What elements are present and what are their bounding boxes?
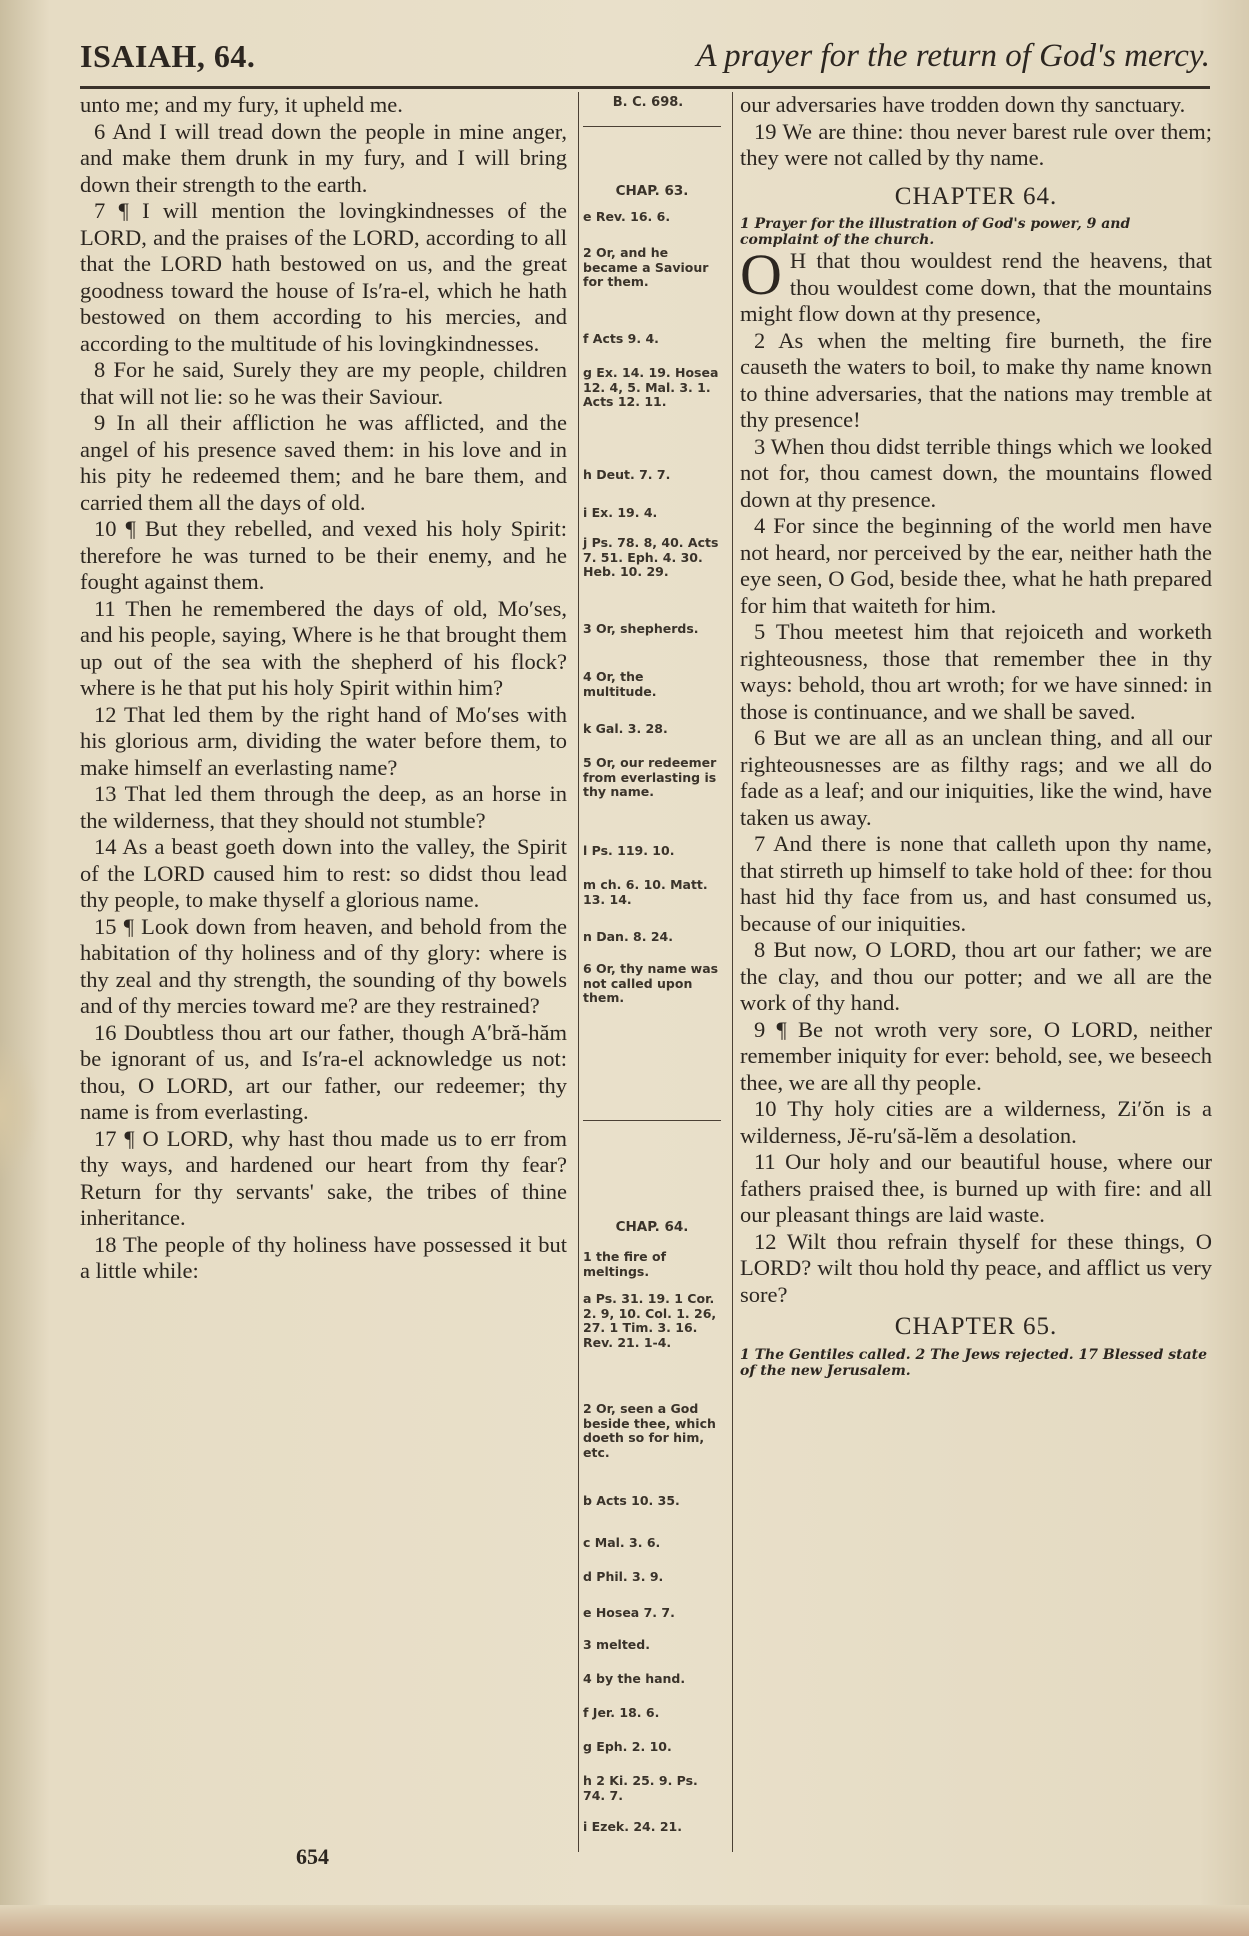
margin-note: c Mal. 3. 6. [583, 1535, 661, 1550]
margin-note: f Jer. 18. 6. [583, 1705, 660, 1720]
verse-text: 11 Then he remembered the days of old, Mo′ses, and his people, saying, Where is he that brought them up out of the sea with the shepherd of his flock? where is he that put his holy Spirit within him? [80, 595, 567, 700]
verse-text: 6 But we are all as an unclean thing, and all our righteousnesses are as filthy rags; and we all do fade as a leaf; and our iniquities, like the wind, have taken us away. [740, 725, 1212, 830]
margin-note: n Dan. 8. 24. [583, 929, 674, 944]
verse-text: 5 Thou meetest him that rejoiceth and worketh righteousness, those that remember thee in thy ways: behold, thou art wroth; for we have sinned: in those is continuance, and we shall be saved. [740, 619, 1212, 724]
margin-rule [583, 126, 721, 127]
first-verse [740, 242, 1212, 328]
margin-rule [583, 1120, 721, 1121]
first-verse-text: H that thou wouldest rend the heavens, that thou wouldest come down, that the mountains might flow down at thy presence, [740, 248, 1212, 326]
verse-text: 12 Wilt thou refrain thyself for these things, O LORD? wilt thou hold thy peace, and afflict us very sore? [740, 1228, 1212, 1307]
margin-note: g Eph. 2. 10. [583, 1739, 672, 1754]
margin-note: j Ps. 78. 8, 40. Acts 7. 51. Eph. 4. 30. Heb. 10. 29. [583, 535, 719, 579]
verse-text: 11 Our holy and our beautiful house, where our fathers praised thee, is burned up with fire: and all our pleasant things are laid waste. [740, 1149, 1212, 1227]
column-divider-right [732, 92, 733, 1852]
verse-text: 6 And I will tread down the people in mine anger, and make them drunk in my fury, and I will bring down their strength to the earth. [80, 118, 567, 197]
chapter-summary: 1 The Gentiles called. 2 The Jews rejected. 17 Blessed state of the new Jerusalem. [740, 1346, 1208, 1379]
margin-note: h 2 Ki. 25. 9. Ps. 74. 7. [583, 1773, 698, 1803]
margin-note: 6 Or, thy name was not called upon them. [583, 961, 719, 1005]
margin-era: B. C. 698. [612, 95, 684, 110]
verse-text: 12 That led them by the right hand of Mo′ses with his glorious arm, dividing the water before them, to make himself an everlasting name? [80, 701, 567, 780]
verse-text: 4 For since the beginning of the world men have not heard, nor perceived by the ear, neither hath the eye seen, O God, beside thee, what he hath prepared for him that waiteth for him. [740, 513, 1212, 618]
page-stain [0, 1040, 40, 1180]
margin-note: d Phil. 3. 9. [583, 1569, 664, 1584]
margin-note: f Acts 9. 4. [583, 331, 659, 346]
margin-note: l Ps. 119. 10. [583, 843, 675, 858]
page-number: 654 [296, 1844, 329, 1869]
margin-note: 5 Or, our redeemer from everlasting is thy name. [583, 755, 717, 799]
verse-text: 18 The people of thy holiness have possessed it but a little while: [80, 1231, 567, 1283]
verse-text: our adversaries have trodden down thy sanctuary. [740, 92, 1186, 117]
verse-text: 3 When thou didst terrible things which we looked not for, thou camest down, the mountains flowed down at thy presence. [740, 433, 1212, 512]
page-edge [0, 1905, 1249, 1936]
margin-note: h Deut. 7. 7. [583, 467, 671, 482]
verse-text: 7 And there is none that calleth upon thy name, that stirreth up himself to take hold of thee: for thou hast hid thy face from us, and hast consumed us, because of our iniquities. [740, 831, 1212, 936]
verse-text: 17 ¶ O LORD, why hast thou made us to err from thy ways, and hardened our heart from thy fear? Return for thy servants' sake, the tribes of thine inheritance. [80, 1125, 567, 1230]
margin-note: 4 by the hand. [583, 1671, 686, 1686]
verse-text: 16 Doubtless thou art our father, though A′bră-hăm be ignorant of us, and Is′ra-el acknowledge us not: thou, O LORD, art our father, our redeemer; thy name is from everlasting. [80, 1019, 567, 1124]
margin-chapter-label: CHAP. 63. [615, 183, 689, 199]
chapter-heading: CHAPTER 65. [894, 1313, 1058, 1340]
verse-text: 19 We are thine: thou never barest rule over them; they were not called by thy name. [740, 118, 1212, 170]
margin-note: e Rev. 16. 6. [583, 209, 671, 224]
verse-text: 13 That led them through the deep, as an horse in the wilderness, that they should not stumble? [80, 781, 567, 833]
verse-text: 8 For he said, Surely they are my people, children that will not lie: so he was their Saviour. [80, 357, 567, 409]
verse-text: unto me; and my fury, it upheld me. [80, 92, 403, 117]
margin-note: b Acts 10. 35. [583, 1493, 680, 1508]
margin-note: k Gal. 3. 28. [583, 721, 668, 736]
column-divider-left [578, 92, 579, 1852]
right-text-column [740, 92, 1212, 1379]
margin-note: 2 Or, and he became a Saviour for them. [583, 245, 709, 289]
left-text-column [80, 92, 567, 1285]
verse-text: 2 As when the melting fire burneth, the fire causeth the waters to boil, to make thy name known to thine adversaries, that the nations may tremble at thy presence! [740, 327, 1212, 432]
margin-note: 3 Or, shepherds. [583, 621, 699, 636]
margin-note: 3 melted. [583, 1637, 650, 1652]
margin-note: g Ex. 14. 19. Hosea 12. 4, 5. Mal. 3. 1. Acts 12. 11. [583, 365, 719, 409]
verse-text: 10 ¶ But they rebelled, and vexed his holy Spirit: therefore he was turned to be their enemy, and he fought against them. [80, 516, 567, 594]
margin-note: i Ezek. 24. 21. [583, 1819, 682, 1834]
margin-note: a Ps. 31. 19. 1 Cor. 2. 9, 10. Col. 1. 26, 27. 1 Tim. 3. 16. Rev. 21. 1-4. [583, 1291, 717, 1350]
margin-note: m ch. 6. 10. Matt. 13. 14. [583, 877, 708, 907]
margin-note: 4 Or, the multitude. [583, 669, 657, 699]
verse-text: 7 ¶ I will mention the lovingkindnesses of the LORD, and the praises of the LORD, according to all that the LORD hath bestowed on us, and the great goodness toward the house of Is′ra-el, which he hath bestowed on them according to his mercies, and according to the multitude of his lovingkindnesses. [80, 198, 567, 356]
margin-note: i Ex. 19. 4. [583, 505, 658, 520]
margin-note: 1 the fire of meltings. [583, 1249, 667, 1279]
chapter-heading: CHAPTER 64. [894, 182, 1058, 210]
margin-note: 2 Or, seen a God beside thee, which doeth so for him, etc. [583, 1401, 716, 1460]
drop-cap: O [740, 242, 782, 307]
verse-text: 15 ¶ Look down from heaven, and behold from the habitation of thy holiness and of thy glory: where is thy zeal and thy strength, the sounding of thy bowels and of thy mercies toward me? are they restrained? [80, 913, 567, 1018]
verse-text: 8 But now, O LORD, thou art our father; we are the clay, and thou our potter; and we all are the work of thy hand. [740, 937, 1212, 1015]
header-rule [80, 86, 1210, 89]
verse-text: 9 ¶ Be not wroth very sore, O LORD, neither remember iniquity for ever: behold, see, we beseech thee, we are all thy people. [740, 1016, 1212, 1095]
running-head: A prayer for the return of God's mercy. [696, 38, 1210, 74]
page-header [80, 38, 1210, 86]
verse-text: 10 Thy holy cities are a wilderness, Zi′ŏn is a wilderness, Jĕ-ru′să-lĕm a desolation. [740, 1096, 1212, 1148]
margin-note: e Hosea 7. 7. [583, 1605, 675, 1620]
verse-text: 9 In all their affliction he was afflicted, and the angel of his presence saved them: in his love and in his pity he redeemed them; and he bare them, and carried them all the days of old. [80, 410, 567, 515]
verse-text: 14 As a beast goeth down into the valley, the Spirit of the LORD caused him to rest: so didst thou lead thy people, to make thyself a glorious name. [80, 834, 567, 912]
chapter-summary: 1 Prayer for the illustration of God's power, 9 and complaint of the church. [740, 216, 1131, 248]
book-chapter-title: ISAIAH, 64. [80, 38, 256, 74]
margin-chapter-label: CHAP. 64. [615, 1219, 689, 1235]
